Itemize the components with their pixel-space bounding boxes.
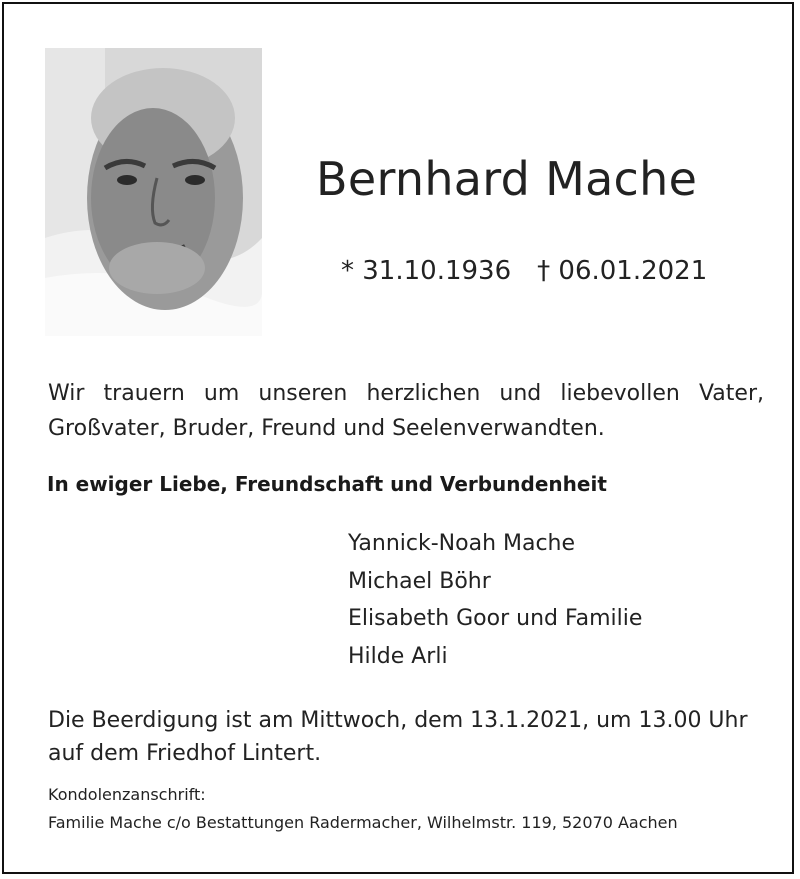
funeral-info [48, 704, 748, 770]
life-dates [341, 256, 707, 286]
mourner-name: Michael Böhr [348, 568, 491, 594]
birth-date: * 31.10.1936 [341, 256, 512, 286]
mourner-name: Yannick-Noah Mache [348, 531, 576, 556]
condolence-label: Kondolenzanschrift: [48, 785, 206, 804]
obituary-notice [2, 2, 794, 874]
portrait-photo [45, 48, 262, 336]
funeral-line: Die Beerdigung ist am Mittwoch, dem 13.1.2021, um 13.00 Uhr [48, 708, 748, 733]
intro-line: Wir trauern um unseren herzlichen und liebevollen Vater, [48, 381, 764, 406]
deceased-name: Bernhard Mache [316, 152, 698, 206]
condolence-address: Familie Mache c/o Bestattungen Radermacher, Wilhelmstr. 119, 52070 Aachen [48, 813, 678, 832]
intro-text [48, 376, 764, 446]
intro-line: Großvater, Bruder, Freund und Seelenverwandten. [48, 416, 605, 441]
mourner-name: Elisabeth Goor und Familie [348, 606, 643, 631]
mourners-heading: In ewiger Liebe, Freundschaft und Verbundenheit [47, 472, 607, 496]
mourners-list [348, 525, 642, 675]
death-date: † 06.01.2021 [537, 256, 708, 286]
mourner-name: Hilde Arli [348, 643, 448, 669]
funeral-line: auf dem Friedhof Lintert. [48, 741, 322, 766]
condolence-address-block [48, 781, 678, 837]
